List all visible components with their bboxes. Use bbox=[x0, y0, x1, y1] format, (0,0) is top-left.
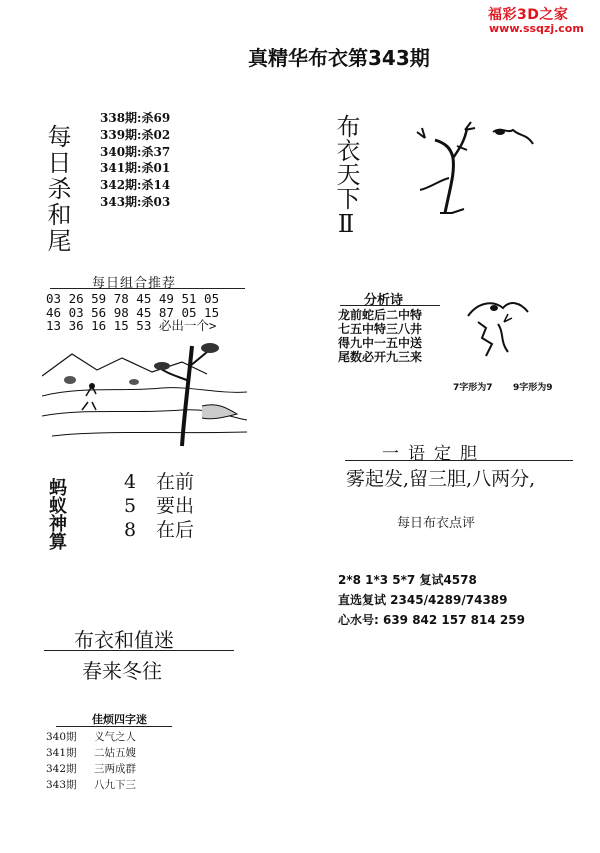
number-recommendations bbox=[338, 570, 525, 630]
ant-row: 8 在后 bbox=[124, 519, 195, 541]
riddle-item: 341期 二姑五嫂 bbox=[46, 747, 136, 759]
kill-item: 341期:杀01 bbox=[100, 161, 171, 176]
combo-line-3: 13 36 16 15 53 必出一个> bbox=[46, 318, 217, 333]
riddle-item: 343期 八九下三 bbox=[46, 779, 136, 791]
poem-lines bbox=[338, 308, 422, 364]
rule-7: 7字形为7 bbox=[453, 383, 493, 393]
yiyu-title: 一语定胆 bbox=[382, 444, 486, 464]
ant-rows bbox=[124, 470, 194, 542]
riddle-list bbox=[46, 729, 136, 793]
buyi-he-title: 布衣和值迷 bbox=[74, 628, 174, 652]
brand-name: 福彩3D之家 bbox=[488, 7, 569, 23]
number-line: 心水号: 639 842 157 814 259 bbox=[338, 613, 525, 627]
combo-line-1: 03 26 59 78 45 49 51 05 bbox=[46, 291, 220, 306]
kill-item: 340期:杀37 bbox=[100, 144, 171, 159]
poem-title: 分析诗 bbox=[364, 293, 404, 308]
divider bbox=[50, 288, 245, 289]
poem-line: 尾数必开九三来 bbox=[338, 350, 423, 364]
brand-url: www.ssqzj.com bbox=[489, 22, 584, 35]
poem-line: 得九中一五中送 bbox=[338, 336, 423, 350]
tree-sketch-illustration bbox=[405, 118, 555, 218]
rule-9: 9字形为9 bbox=[513, 383, 553, 393]
daily-kill-list bbox=[100, 110, 170, 211]
poem-line: 龙前蛇后二中特 bbox=[338, 308, 423, 322]
divider bbox=[44, 650, 234, 651]
buyi-he-subtitle: 春来冬往 bbox=[82, 659, 162, 683]
divider bbox=[56, 726, 172, 727]
riddle-title: 佳烦四字迷 bbox=[92, 713, 147, 726]
daily-kill-label: 每日杀和尾 bbox=[43, 124, 71, 254]
divider bbox=[345, 460, 573, 461]
kill-item: 342期:杀14 bbox=[100, 178, 171, 193]
kill-item: 339期:杀02 bbox=[100, 127, 171, 142]
yiyu-text: 雾起发,留三胆,八两分, bbox=[346, 468, 536, 490]
number-line: 直选复试 2345/4289/74389 bbox=[338, 593, 508, 607]
ant-row: 5 要出 bbox=[124, 495, 195, 517]
kill-item: 343期:杀03 bbox=[100, 194, 171, 209]
kill-item: 338期:杀69 bbox=[100, 111, 171, 125]
combo-line-2: 46 03 56 98 45 87 05 15 bbox=[46, 304, 220, 320]
divider bbox=[340, 305, 440, 306]
page-title: 真精华布衣第343期 bbox=[248, 46, 430, 70]
combo-numbers bbox=[46, 292, 219, 333]
number-line: 2*8 1*3 5*7 复试4578 bbox=[338, 573, 477, 587]
poem-line: 七五中特三八井 bbox=[338, 322, 423, 336]
combo-title: 每日组合推荐 bbox=[92, 276, 177, 291]
riddle-item: 342期 三两成群 bbox=[46, 763, 136, 775]
daily-review-title: 每日布衣点评 bbox=[397, 516, 476, 531]
figure-sketch-illustration bbox=[458, 292, 558, 362]
buyi-tianxia-title: 布衣天下Ⅱ bbox=[332, 114, 360, 238]
riddle-item: 340期 义气之人 bbox=[46, 731, 136, 743]
landscape-illustration bbox=[42, 336, 252, 448]
ant-row: 4 在前 bbox=[124, 471, 195, 493]
ant-label: 蚂蚁神算 bbox=[46, 478, 67, 550]
